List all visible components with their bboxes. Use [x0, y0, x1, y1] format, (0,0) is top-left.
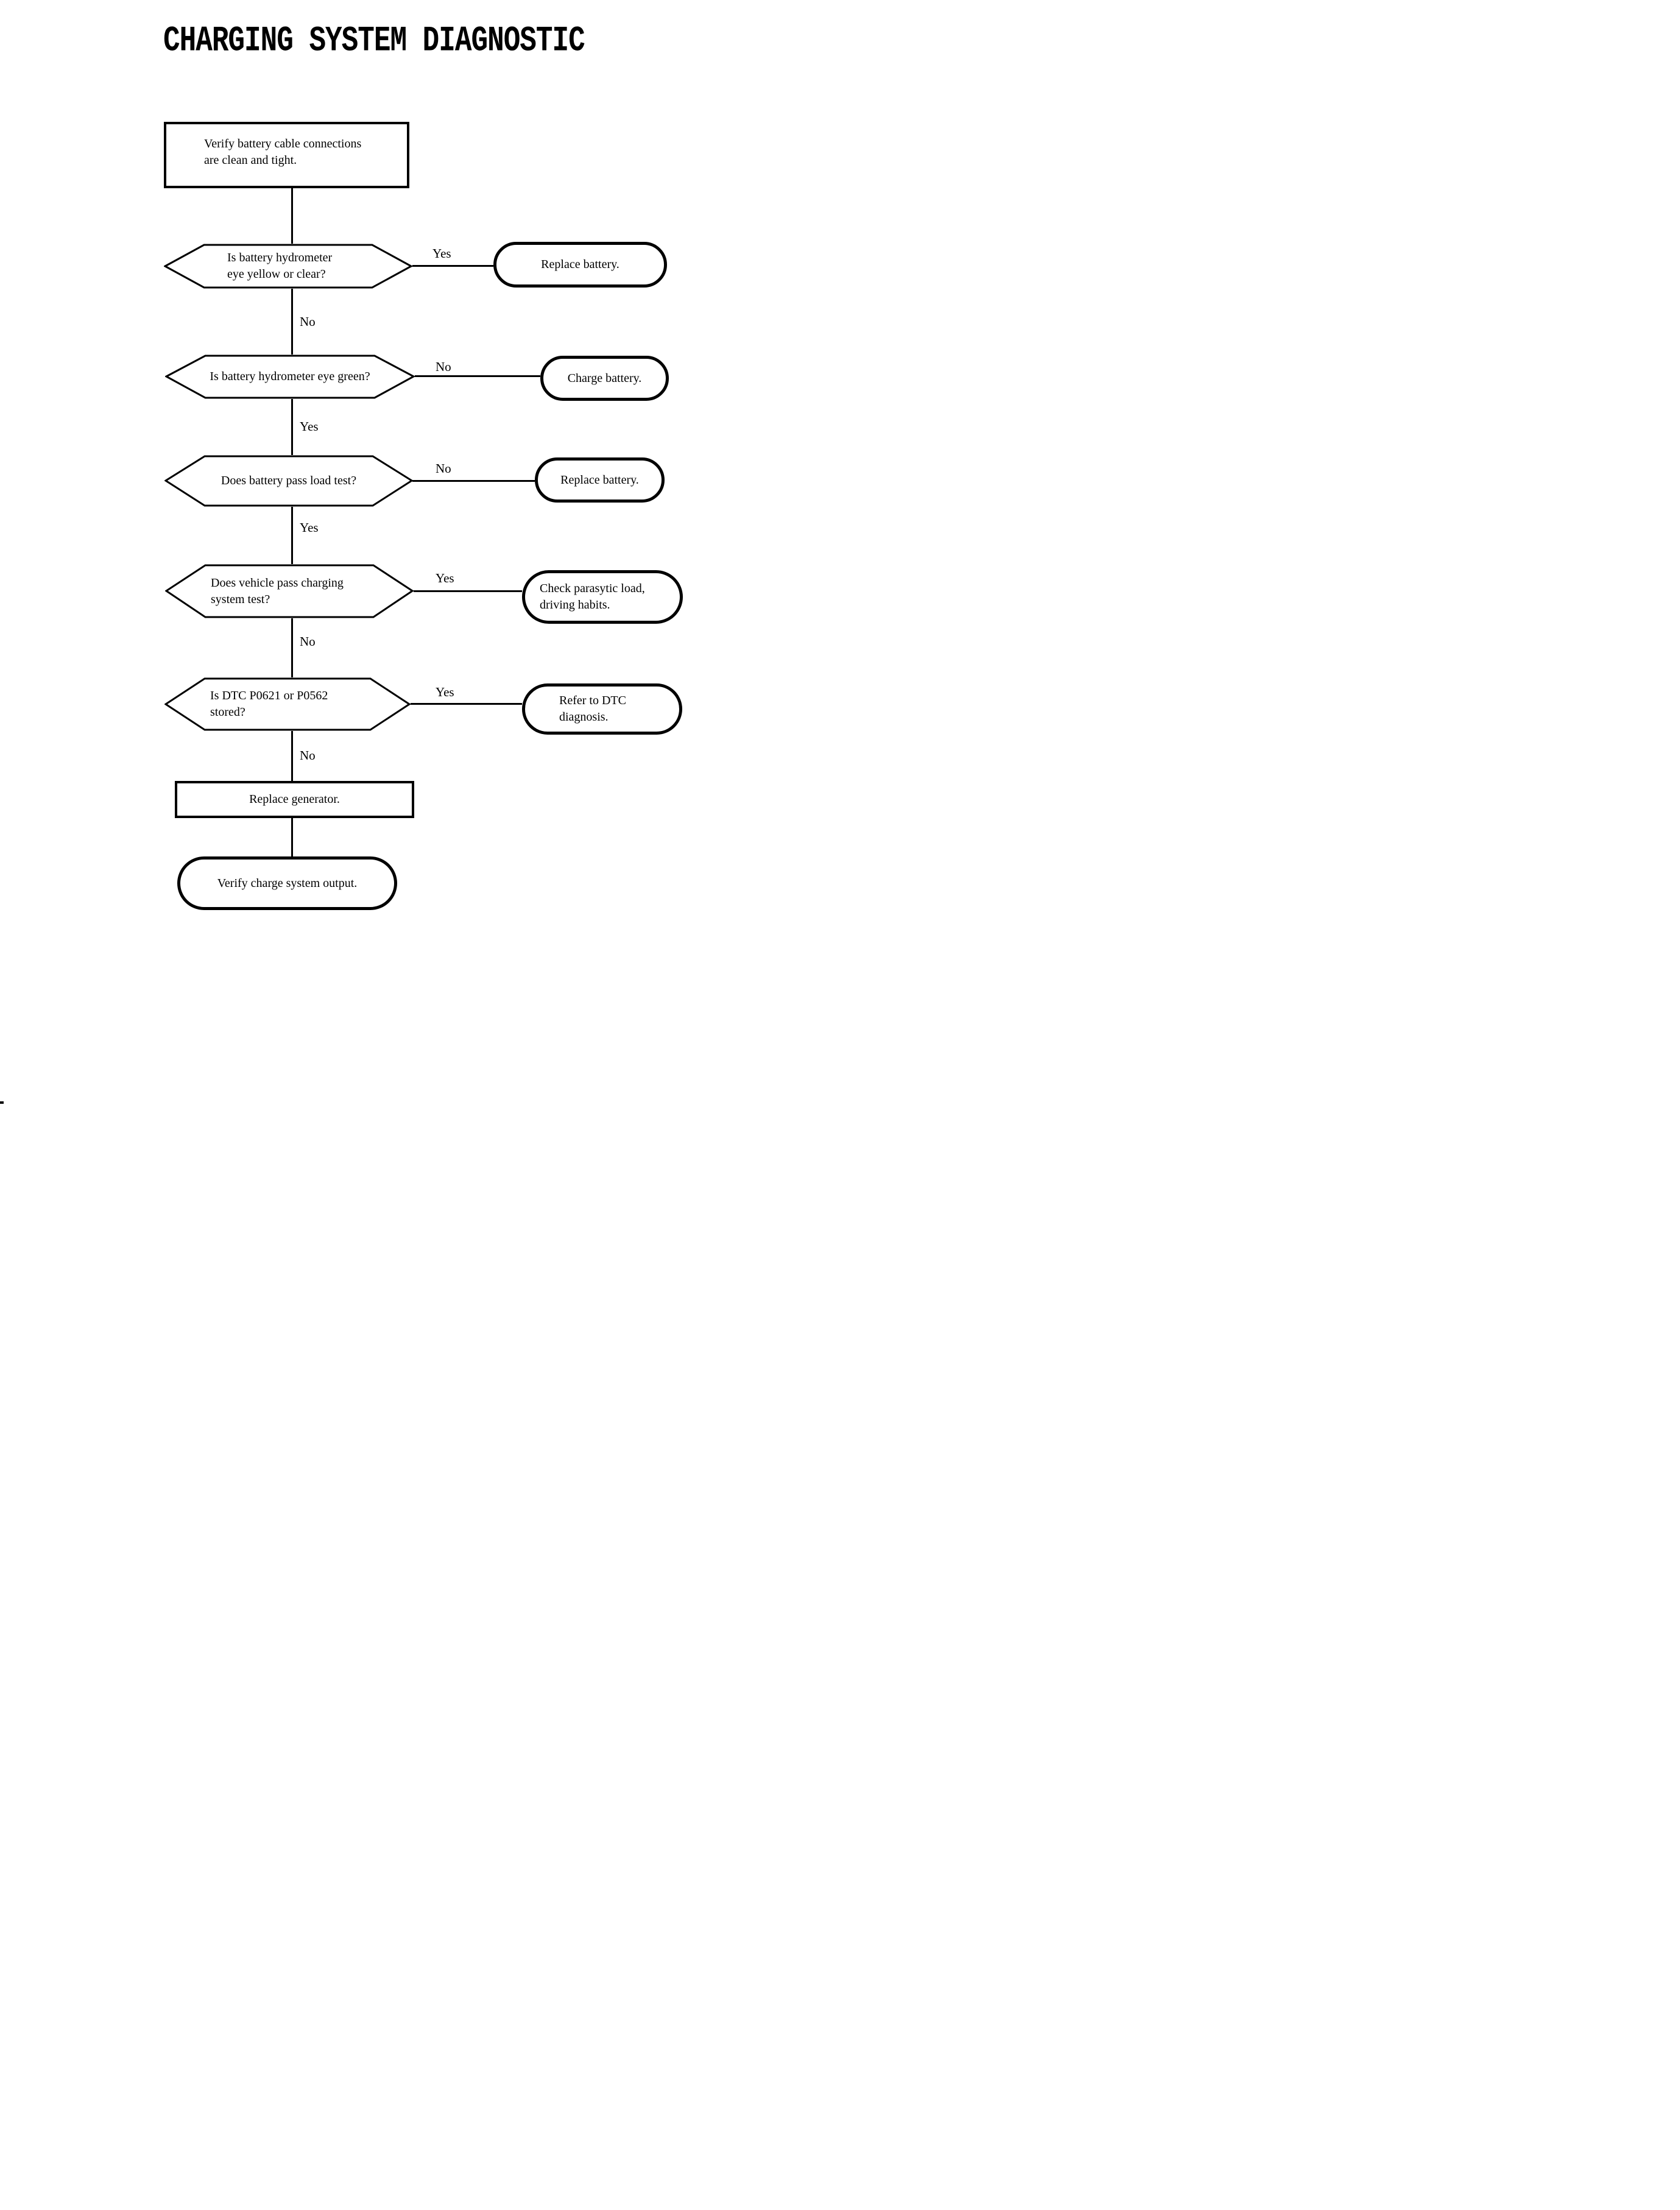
terminal-refer-dtc-line1: Refer to DTC: [559, 694, 626, 707]
process-verify-cables: [164, 122, 409, 188]
edge-label-charging-system-no: No: [300, 634, 316, 649]
decision-hydrometer-green-text: Is battery hydrometer eye green?: [210, 370, 370, 383]
decision-dtc-stored-line2: stored?: [210, 705, 245, 719]
scan-artifact-dot: [0, 1101, 4, 1104]
edge-hydrometer-green-no: [415, 375, 540, 377]
decision-charging-system-line1: Does vehicle pass charging: [211, 576, 344, 590]
edge-label-load-test-no: No: [436, 461, 451, 476]
process-verify-cables-line1: Verify battery cable connections: [204, 136, 362, 150]
terminal-verify-charge-output-text: Verify charge system output.: [217, 876, 358, 890]
edge-label-hydrometer-green-yes: Yes: [300, 419, 319, 434]
edge-label-load-test-yes: Yes: [300, 520, 319, 535]
connector-hydrometer-yellow-no: [291, 289, 293, 355]
terminal-verify-charge-output: [177, 856, 397, 910]
decision-charging-system-test: [165, 564, 414, 618]
terminal-check-parasytic-line2: driving habits.: [540, 598, 610, 612]
edge-label-dtc-stored-yes: Yes: [436, 685, 454, 699]
connector-hydrometer-green-yes: [291, 399, 293, 455]
terminal-replace-battery-2-text: Replace battery.: [560, 473, 639, 487]
edge-hydrometer-yellow-yes: [412, 265, 493, 267]
edge-charging-system-yes: [414, 590, 522, 592]
connector-generator-to-verify-output: [291, 818, 293, 857]
connector-verify-to-hydrometer-yellow: [291, 188, 293, 244]
terminal-refer-dtc-diagnosis: [522, 683, 682, 735]
decision-hydrometer-yellow-line2: eye yellow or clear?: [227, 267, 326, 281]
terminal-replace-battery-1-text: Replace battery.: [541, 258, 619, 271]
terminal-refer-dtc-line2: diagnosis.: [559, 710, 609, 724]
terminal-check-parasytic-load: [522, 570, 683, 624]
decision-dtc-stored: [164, 677, 411, 731]
process-replace-generator-text: Replace generator.: [249, 793, 340, 806]
decision-load-test-text: Does battery pass load test?: [221, 474, 357, 487]
page-title: CHARGING SYSTEM DIAGNOSTIC: [163, 21, 585, 62]
decision-hydrometer-yellow-line1: Is battery hydrometer: [227, 251, 333, 264]
edge-label-dtc-stored-no: No: [300, 748, 316, 763]
edge-label-hydrometer-green-no: No: [436, 359, 451, 374]
terminal-replace-battery-2: [535, 457, 665, 503]
edge-dtc-stored-yes: [411, 703, 522, 705]
edge-label-hydrometer-yellow-no: No: [300, 314, 316, 329]
terminal-charge-battery-text: Charge battery.: [567, 371, 642, 385]
decision-load-test: [164, 455, 413, 507]
decision-hydrometer-green: [165, 355, 415, 399]
process-verify-cables-line2: are clean and tight.: [204, 153, 297, 167]
decision-charging-system-line2: system test?: [211, 592, 270, 606]
edge-label-hydrometer-yellow-yes: Yes: [432, 246, 451, 261]
terminal-check-parasytic-line1: Check parasytic load,: [540, 582, 645, 595]
connector-load-test-yes: [291, 507, 293, 564]
flowchart-page: [0, 0, 840, 1105]
edge-load-test-no: [412, 480, 535, 482]
process-replace-generator: [175, 781, 414, 818]
terminal-charge-battery: [540, 356, 669, 401]
connector-dtc-stored-no: [291, 731, 293, 781]
connector-charging-system-no: [291, 618, 293, 677]
decision-hydrometer-yellow-clear: [164, 244, 412, 289]
terminal-replace-battery-1: [493, 242, 667, 288]
decision-dtc-stored-line1: Is DTC P0621 or P0562: [210, 689, 328, 702]
edge-label-charging-system-yes: Yes: [436, 571, 454, 585]
